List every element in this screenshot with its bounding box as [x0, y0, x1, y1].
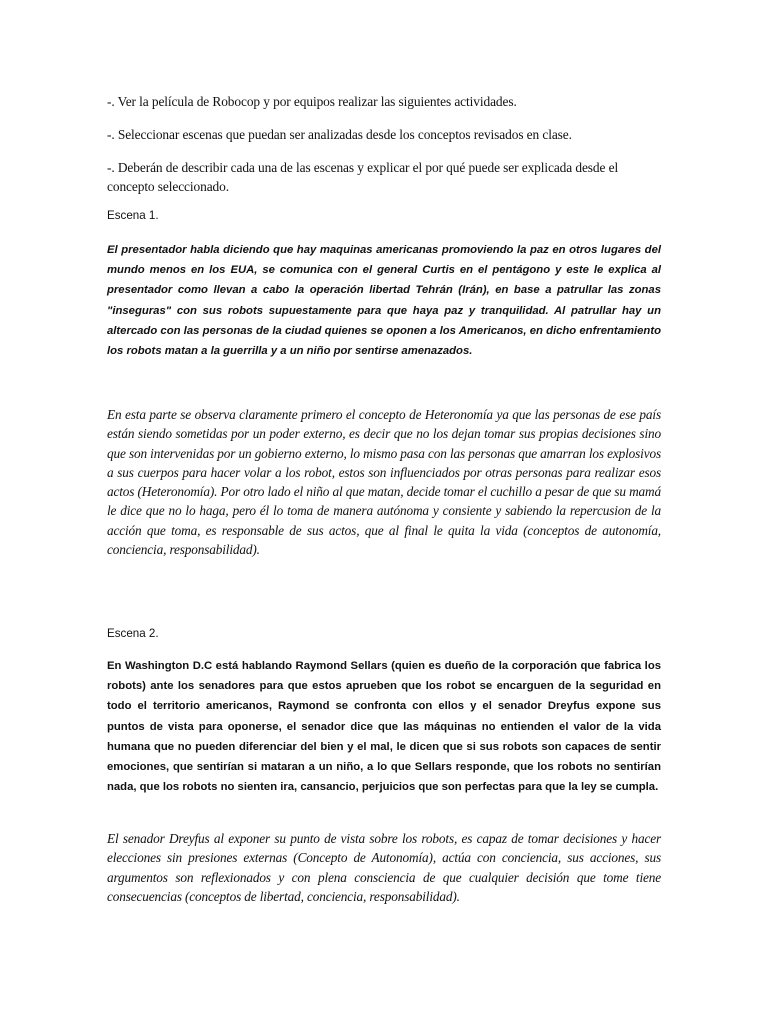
scene-2-analysis: El senador Dreyfus al exponer su punto de vista sobre los robots, es capaz de tomar decisiones y hacer elecciones sin presiones externas (Concepto de Autonomía), actúa con conciencia, sus acciones, sus argumentos son reflexionados y con plena consciencia de que cualquier decisión que tome tiene consecuencias (conceptos de libertad, conciencia, responsabilidad).: [107, 831, 661, 904]
scene-2-heading: Escena 2.: [107, 627, 159, 640]
instruction-1: -. Ver la película de Robocop y por equipos realizar las siguientes actividades.: [107, 94, 517, 109]
instruction-3: -. Deberán de describir cada una de las escenas y explicar el por qué puede ser explicada desde el concepto seleccionado.: [107, 160, 619, 194]
scene-1-description: El presentador habla diciendo que hay maquinas americanas promoviendo la paz en otros lugares del mundo menos en los EUA, se comunica con el general Curtis en el pentágono y este le explica al presentador como llevan a cabo la operación libertad Tehrán (Irán), en base a patrullar las zonas "inseguras" con sus robots supuestamente para que haya paz y tranquilidad. Al patrullar hay un altercado con las personas de la ciudad quienes se oponen a los Americanos, en dicho enfrentamiento los robots matan a la guerrilla y a un niño por sentirse amenazados.: [107, 244, 661, 358]
scene-2-description: En Washington D.C está hablando Raymond Sellars (quien es dueño de la corporación que fabrica los robots) ante los senadores para que estos aprueben que los robot se encarguen de la seguridad en todo el territorio americanos, Raymond se confronta con ellos y el senador Dreyfus expone sus puntos de vista para oponerse, el senador dice que las máquinas no entienden el valor de la vida humana que no pueden diferenciar del bien y el mal, le dicen que si sus robots son capaces de sentir emociones, que sentirían si mataran a un niño, a lo que Sellars responde, que los robots no sentirían nada, que los robots no sienten ira, cansancio, perjuicios que son perfectas para que la ley se cumpla.: [107, 660, 661, 794]
scene-1-analysis: En esta parte se observa claramente primero el concepto de Heteronomía ya que las personas de ese país están siendo sometidas por un poder externo, es decir que no los dejan tomar sus propias decisiones sino que son intervenidas por un gobierno externo, lo mismo pasa con las personas que amarran los explosivos a sus cuerpos para hacer volar a los robot, estos son influenciados por otras personas para realizar esos actos (Heteronomía). Por otro lado el niño al que matan, decide tomar el cuchillo a pesar de que su mamá le dice que no lo haga, pero él lo toma de manera autónoma y consiente y sabiendo la repercusion de la acción que toma, es responsable de sus actos, que al final le quita la vida (conceptos de autonomía, conciencia, responsabilidad).: [107, 407, 661, 558]
scene-1-heading: Escena 1.: [107, 209, 159, 222]
instruction-2: -. Seleccionar escenas que puedan ser analizadas desde los conceptos revisados en clase.: [107, 127, 572, 142]
